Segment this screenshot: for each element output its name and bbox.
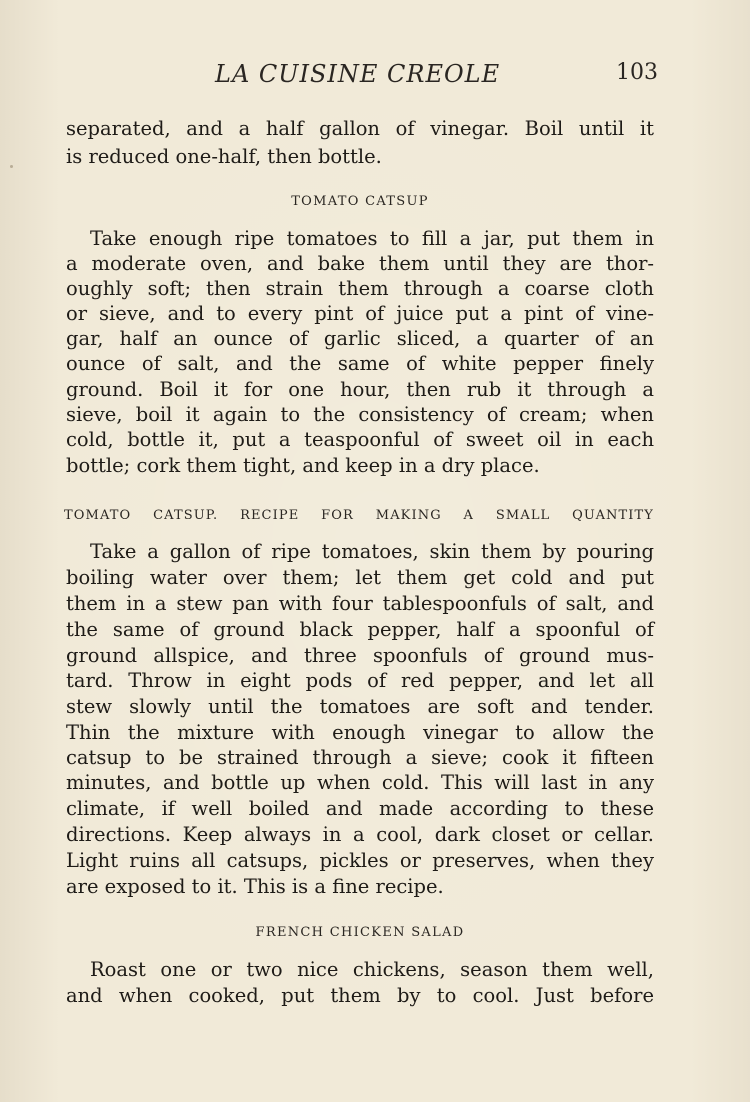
page-number: 103 xyxy=(616,60,658,85)
text-line: Thin the mixture with enough vinegar to allow the xyxy=(66,721,654,744)
text-line: climate, if well boiled and made according to these xyxy=(66,797,654,820)
text-line: ground. Boil it for one hour, then rub it through a xyxy=(66,378,654,401)
text-line: Light ruins all catsups, pickles or preserves, when they xyxy=(66,849,654,872)
section-heading: TOMATO CATSUP. RECIPE FOR MAKING A SMALL QUANTITY xyxy=(64,508,654,523)
text-line: the same of ground black pepper, half a spoonful of xyxy=(66,618,654,641)
text-line: a moderate oven, and bake them until they are thor- xyxy=(66,252,654,275)
text-line: tard. Throw in eight pods of red pepper, and let all xyxy=(66,669,654,692)
section-heading: TOMATO CATSUP xyxy=(291,194,429,209)
text-line: bottle; cork them tight, and keep in a dry place. xyxy=(66,454,540,477)
running-title: LA CUISINE CREOLE xyxy=(215,60,501,88)
text-line: boiling water over them; let them get cold and put xyxy=(66,566,654,589)
text-line: Take enough ripe tomatoes to fill a jar, put them in xyxy=(90,227,654,250)
text-line: sieve, boil it again to the consistency of cream; when xyxy=(66,403,654,426)
text-line: is reduced one-half, then bottle. xyxy=(66,145,382,168)
text-line: gar, half an ounce of garlic sliced, a quarter of an xyxy=(66,327,654,350)
text-line: directions. Keep always in a cool, dark closet or cellar. xyxy=(66,823,654,846)
text-line: Roast one or two nice chickens, season them well, xyxy=(90,958,654,981)
text-line: them in a stew pan with four tablespoonfuls of salt, and xyxy=(66,592,654,615)
text-line: stew slowly until the tomatoes are soft and tender. xyxy=(66,695,654,718)
text-line: catsup to be strained through a sieve; cook it fifteen xyxy=(66,746,654,769)
text-line: are exposed to it. This is a fine recipe. xyxy=(66,875,444,898)
section-heading: FRENCH CHICKEN SALAD xyxy=(255,925,465,940)
text-line: oughly soft; then strain them through a coarse cloth xyxy=(66,277,654,300)
text-line: ground allspice, and three spoonfuls of ground mus- xyxy=(66,644,654,667)
text-line: Take a gallon of ripe tomatoes, skin them by pouring xyxy=(90,540,654,563)
text-line: cold, bottle it, put a teaspoonful of sweet oil in each xyxy=(66,428,654,451)
paper-speck xyxy=(10,165,13,168)
text-line: separated, and a half gallon of vinegar. Boil until it xyxy=(66,117,654,140)
text-line: or sieve, and to every pint of juice put a pint of vine- xyxy=(66,302,654,325)
text-line: minutes, and bottle up when cold. This will last in any xyxy=(66,771,654,794)
text-line: and when cooked, put them by to cool. Just before xyxy=(66,984,654,1007)
text-line: ounce of salt, and the same of white pepper finely xyxy=(66,352,654,375)
